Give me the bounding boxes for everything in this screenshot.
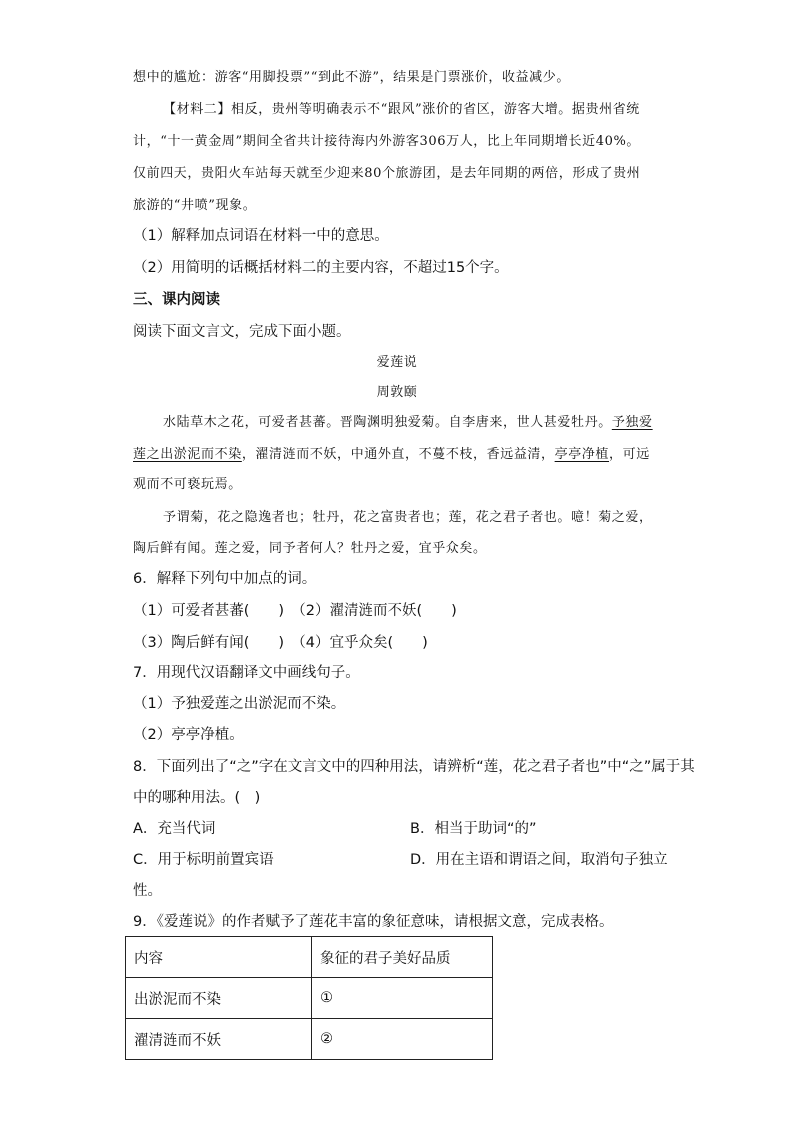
- question-8-stem: 8．下面列出了“之”字在文言文中的四种用法，请辨析“莲，花之君子者也”中“之”属于其: [133, 759, 695, 775]
- question-9-stem: 9．《爱莲说》的作者赋予了莲花丰富的象征意味，请根据文意，完成表格。: [133, 914, 614, 930]
- underlined-phrase: 亭亭净植: [554, 447, 610, 462]
- passage-line: 观而不可亵玩焉。: [133, 477, 242, 492]
- material-two-line: 计，“十一黄金周”期间全省共计接待海内外游客306万人，比上年同期增长近40%。: [133, 134, 640, 149]
- option-d: D．用在主语和谓语之间，取消句子独立: [410, 852, 668, 868]
- table-row: [126, 978, 493, 1019]
- material-two-line: 旅游的“井喷”现象。: [133, 198, 257, 213]
- sub-question-1: （1）解释加点词语在材料一中的意思。: [133, 228, 389, 244]
- option-c: C．用于标明前置宾语: [133, 852, 274, 868]
- table-cell: ①: [312, 978, 493, 1019]
- question-6-row: （3）陶后鲜有闻( ) （4）宜乎众矣( ): [133, 635, 428, 651]
- option-a: A．充当代词: [133, 821, 216, 837]
- table-cell: 出淤泥而不染: [126, 978, 312, 1019]
- option-b: B．相当于助词“的”: [410, 821, 537, 837]
- question-6-row: （1）可爱者甚蕃( ) （2）濯清涟而不妖( ): [133, 603, 457, 619]
- table-row: [126, 1019, 493, 1060]
- material-line: 想中的尴尬：游客“用脚投票”“到此不游”，结果是门票涨价，收益减少。: [133, 70, 570, 85]
- table-header-cell: 象征的君子美好品质: [312, 937, 493, 978]
- question-8-stem: 中的哪种用法。( ): [133, 790, 261, 806]
- question-7-sentence: （2）亭亭净植。: [133, 727, 244, 743]
- passage-author: 周敦颐: [376, 385, 418, 400]
- passage-text: ，可远: [609, 447, 650, 462]
- question-7-stem: 7．用现代汉语翻译文中画线句子。: [133, 665, 360, 681]
- table-header-cell: 内容: [126, 937, 312, 978]
- question-7-sentence: （1）予独爱莲之出淤泥而不染。: [133, 696, 346, 712]
- symbolism-table: [125, 936, 493, 1060]
- table-cell: 濯清涟而不妖: [126, 1019, 312, 1060]
- passage-line: [133, 443, 650, 462]
- passage-title: 爱莲说: [376, 355, 418, 370]
- table-header-row: [126, 937, 493, 978]
- material-two-line: 【材料二】相反，贵州等明确表示不“跟风”涨价的省区，游客大增。据贵州省统: [163, 102, 640, 117]
- underlined-sentence: 予独爱: [611, 415, 653, 430]
- passage-text: ，濯清涟而不妖，中通外直，不蔓不枝，香远益清，: [241, 447, 555, 462]
- passage-line: 陶后鲜有闻。莲之爱，同予者何人？牡丹之爱，宜乎众矣。: [133, 541, 487, 556]
- passage-line: [163, 411, 653, 430]
- sub-question-2: （2）用简明的话概括材料二的主要内容，不超过15个字。: [133, 260, 509, 276]
- question-6-stem: 6．解释下列句中加点的词。: [133, 571, 317, 587]
- section-heading: 三、课内阅读: [133, 292, 220, 308]
- section-instruction: 阅读下面文言文，完成下面小题。: [133, 324, 351, 340]
- passage-text: 水陆草木之花，可爱者甚蕃。晋陶渊明独爱菊。自李唐来，世人甚爱牡丹。: [163, 415, 612, 430]
- material-two-line: 仅前四天，贵阳火车站每天就至少迎来80个旅游团，是去年同期的两倍，形成了贵州: [133, 166, 641, 181]
- table-cell: ②: [312, 1019, 493, 1060]
- option-d-continuation: 性。: [133, 883, 162, 899]
- underlined-sentence: 莲之出淤泥而不染: [133, 447, 242, 462]
- passage-line: 予谓菊，花之隐逸者也；牡丹，花之富贵者也；莲，花之君子者也。噫！菊之爱，: [163, 510, 653, 525]
